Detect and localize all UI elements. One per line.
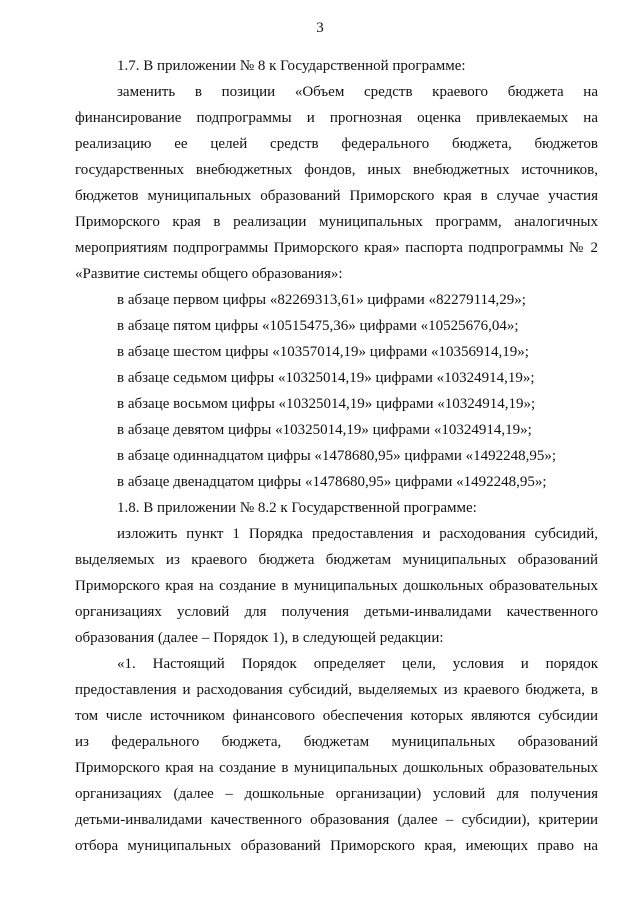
text-line: «Развитие системы общего образования»: [75, 266, 343, 282]
text-line: государственных внебюджетных фондов, иных внебюджетных источников, [75, 162, 598, 178]
text-line: из федерального бюджета, бюджетам муниципальных образований [75, 734, 598, 750]
text-line: 1.7. В приложении № 8 к Государственной программе: [117, 58, 466, 74]
text-line: 1.8. В приложении № 8.2 к Государственной программе: [117, 500, 477, 516]
text-line: изложить пункт 1 Порядка предоставления и расходования субсидий, [117, 526, 598, 542]
text-line: в абзаце восьмом цифры «10325014,19» цифрами «10324914,19»; [117, 396, 536, 412]
text-line: в абзаце первом цифры «82269313,61» цифрами «82279114,29»; [117, 292, 526, 308]
text-line: том числе источником финансового обеспечения которых являются субсидии [75, 708, 598, 724]
text-line: в абзаце шестом цифры «10357014,19» цифрами «10356914,19»; [117, 344, 529, 360]
text-line: в абзаце пятом цифры «10515475,36» цифрами «10525676,04»; [117, 318, 519, 334]
text-line: мероприятиям подпрограммы Приморского края» паспорта подпрограммы № 2 [75, 240, 598, 256]
text-line: реализацию ее целей средств федерального бюджета, бюджетов [75, 136, 598, 152]
text-line: «1. Настоящий Порядок определяет цели, условия и порядок [117, 656, 598, 672]
text-line: организациях (далее – дошкольные организации) условий для получения [75, 786, 598, 802]
text-line: образования (далее – Порядок 1), в следующей редакции: [75, 630, 444, 646]
page-number: 3 [316, 20, 324, 36]
text-line: Приморского края на создание в муниципальных дошкольных образовательных [75, 578, 598, 594]
text-line: отбора муниципальных образований Приморского края, имеющих право на [75, 838, 598, 854]
text-line: в абзаце девятом цифры «10325014,19» цифрами «10324914,19»; [117, 422, 532, 438]
text-line: финансирование подпрограммы и прогнозная оценка привлекаемых на [75, 110, 598, 126]
text-line: предоставления и расходования субсидий, выделяемых из краевого бюджета, в [75, 682, 598, 698]
text-line: бюджетов муниципальных образований Приморского края в случае участия [75, 188, 598, 204]
text-line: выделяемых из краевого бюджета бюджетам муниципальных образований [75, 552, 598, 568]
text-line: Приморского края на создание в муниципальных дошкольных образовательных [75, 760, 598, 776]
text-line: заменить в позиции «Объем средств краевого бюджета на [117, 84, 598, 100]
text-line: детьми-инвалидами качественного образования (далее – субсидии), критерии [75, 812, 598, 828]
text-line: организациях условий для получения детьми-инвалидами качественного [75, 604, 598, 620]
text-line: в абзаце седьмом цифры «10325014,19» цифрами «10324914,19»; [117, 370, 535, 386]
text-line: Приморского края в реализации муниципальных программ, аналогичных [75, 214, 598, 230]
text-line: в абзаце двенадцатом цифры «1478680,95» цифрами «1492248,95»; [117, 474, 547, 490]
text-line: в абзаце одиннадцатом цифры «1478680,95» цифрами «1492248,95»; [117, 448, 557, 464]
